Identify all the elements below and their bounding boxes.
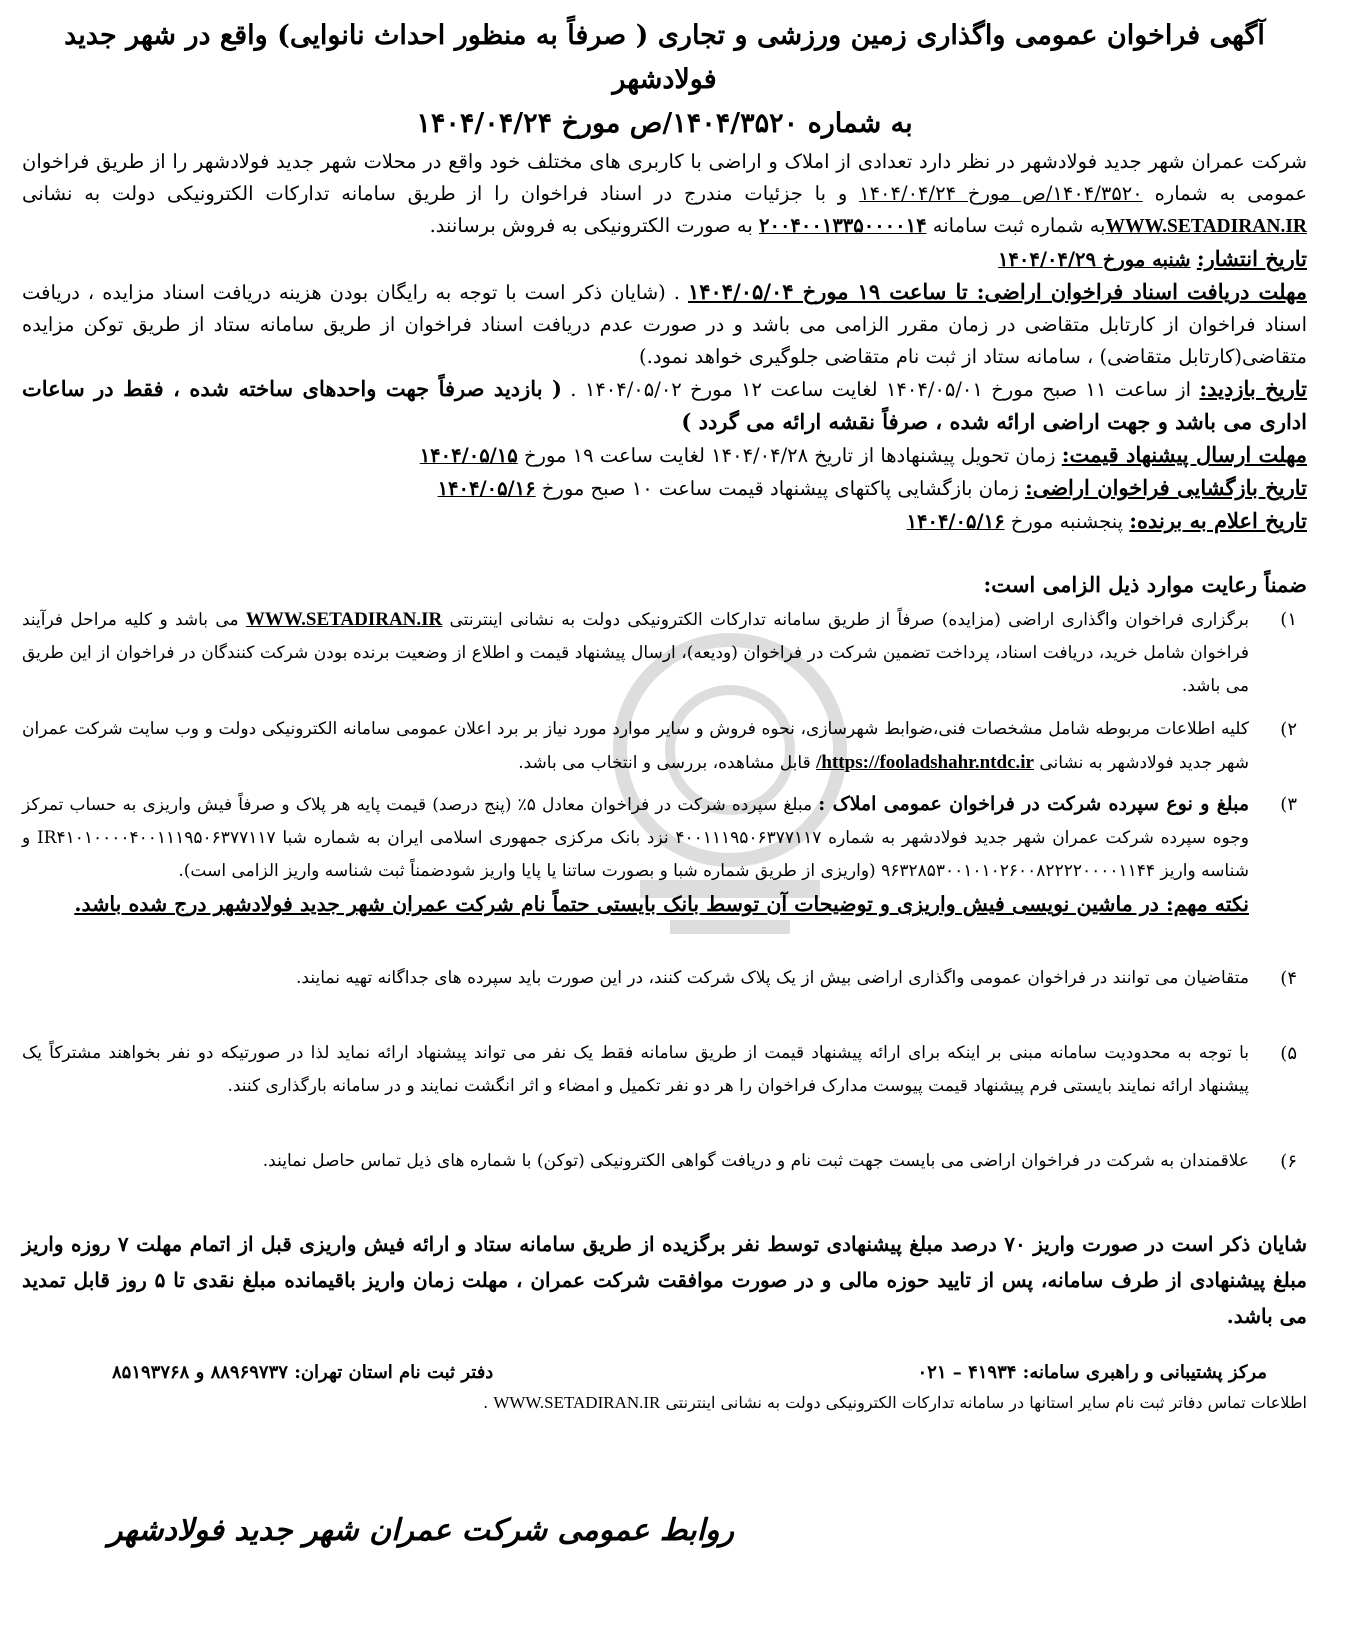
intro-paragraph [22, 146, 1307, 243]
winner-date [22, 505, 1307, 538]
item-number: ۴) [1280, 968, 1297, 989]
fooladshahr-link[interactable]: https://fooladshahr.ntdc.ir/ [816, 752, 1034, 773]
receive-label: مهلت دریافت اسناد فراخوان اراضی: تا ساعت ۱۹ مورخ ۱۴۰۴/۰۵/۰۴ [687, 279, 1308, 304]
receive-deadline [22, 276, 1307, 373]
offer-deadline [22, 439, 1307, 472]
item-number: ۶) [1280, 1151, 1297, 1172]
intro-text-4: به صورت الکترونیکی به فروش برسانند. [429, 214, 759, 237]
item-text: برگزاری فراخوان واگذاری اراضی (مزایده) صرفاً از طریق سامانه تدارکات الکترونیکی دولت به نشانی اینترنتی [442, 610, 1249, 630]
intro-text-1: شرکت عمران شهر جدید فولادشهر در نظر دارد تعدادی از املاک و اراضی با کاربری های مختلف خود واقع در محلات شهر جدید فولادشهر را از طریق فراخوان عمومی به شماره [22, 150, 1307, 205]
final-note: شایان ذکر است در صورت واریز ۷۰ درصد مبلغ پیشنهادی توسط نفر برگزیده از طریق سامانه ستاد و ارائه فیش واریزی قبل از اتمام مهلت ۷ روزه واریز مبلغ پیشنهادی از طرف سامانه، پس از تایید حوزه مالی و در صورت موافقت شرکت عمران ، مهلت زمان واریز باقیمانده مبلغ نقدی تا ۵ روز قابل تمدید می باشد. [22, 1232, 1308, 1328]
item-text: می باشد و کلیه مراحل فرآیند فراخوان شامل خرید، دریافت اسناد، پرداخت تضمین شرکت در فراخوان (ودیعه)، ارسال پیشنهاد قیمت و اطلاع از وضعیت برنده بودن شرکت کنندگان در فراخوان از این طریق می باشد. [22, 610, 1249, 696]
intro-website-link[interactable]: WWW.SETADIRAN.IR [1105, 216, 1307, 237]
footer-setadiran-link[interactable]: WWW.SETADIRAN.IR [493, 1393, 661, 1412]
contact-row [22, 1362, 1307, 1383]
contact-footer-end: . [483, 1393, 494, 1412]
visit-label: تاریخ بازدید: [1199, 376, 1308, 401]
list-item [22, 603, 1307, 703]
offer-text: زمان تحویل پیشنهادها از تاریخ ۱۴۰۴/۰۴/۲۸ لغایت ساعت ۱۹ مورخ [517, 444, 1062, 467]
item-number: ۵) [1280, 1043, 1297, 1064]
requirements-list [22, 603, 1307, 888]
visit-text: از ساعت ۱۱ صبح مورخ ۱۴۰۴/۰۵/۰۱ لغایت ساعت ۱۲ مورخ ۱۴۰۴/۰۵/۰۲ . [561, 378, 1200, 401]
intro-ref-number: ۱۴۰۴/۳۵۲۰/ص مورخ ۱۴۰۴/۰۴/۲۴ [859, 182, 1143, 205]
publish-value: شنبه مورخ ۱۴۰۴/۰۴/۲۹ [997, 248, 1191, 271]
title-line-1: آگهی فراخوان عمومی واگذاری زمین ورزشی و تجاری ( صرفاً به منظور احداث نانوایی) واقع در شهر جدید فولادشهر [64, 20, 1265, 95]
item-text: با توجه به محدودیت سامانه مبنی بر اینکه برای ارائه پیشنهاد قیمت از طریق سامانه فقط یک نفر می تواند پیشنهاد ارائه نماید لذا در صورتیکه دو نفر بخواهند مشترکاً یک پیشنهاد ارائه نمایند بایستی فرم پیشنهاد قیمت پیوست مدارک فراخوان را هر دو نفر تکمیل و امضاء و اثر انگشت نمایند و در سامانه بارگذاری کنند. [22, 1043, 1249, 1096]
publish-date [22, 243, 1307, 276]
support-contact: مرکز پشتیبانی و راهبری سامانه: ۴۱۹۳۴ – ۰۲۱ [917, 1362, 1267, 1383]
intro-text-3: به شماره ثبت سامانه [926, 214, 1106, 237]
contact-footer-text: اطلاعات تماس دفاتر ثبت نام سایر استانها در سامانه تدارکات الکترونیکی دولت به نشانی اینترنتی [660, 1393, 1307, 1412]
setadiran-link[interactable]: WWW.SETADIRAN.IR [245, 609, 443, 630]
item-text: کلیه اطلاعات مربوطه شامل مشخصات فنی،ضوابط شهرسازی، نحوه فروش و سایر موارد مورد نیاز بر برد اعلان عمومی سامانه الکترونیکی دولت و وب سایت شرکت عمران شهر جدید فولادشهر به نشانی [22, 719, 1249, 773]
tehran-contact: دفتر ثبت نام استان تهران: ۸۸۹۶۹۷۳۷ و ۸۵۱۹۳۷۶۸ [112, 1362, 494, 1383]
receive-text: . (شایان ذکر است با توجه به رایگان بودن هزینه دریافت اسناد مزایده ، دریافت اسناد فراخوان از کارتابل متقاضی در زمان مقرر الزامی می باشد و در صورت عدم دریافت اسناد فراخوان از طریق سامانه ستاد از طریق توکن مزایده متقاضی(کارتابل متقاضی) ، سامانه ستاد از ثبت نام متقاضی جلوگیری خواهد نمود.) [22, 281, 1307, 368]
requirements-list-continued [22, 962, 1307, 1178]
signature: روابط عمومی شرکت عمران شهر جدید فولادشهر [108, 1513, 734, 1548]
opening-text: زمان بازگشایی پاکتهای پیشنهاد قیمت ساعت ۱۰ صبح مورخ [535, 477, 1025, 500]
list-item [22, 788, 1307, 888]
list-item [22, 1145, 1307, 1178]
item-text: قابل مشاهده، بررسی و انتخاب می باشد. [518, 753, 817, 773]
offer-label: مهلت ارسال پیشنهاد قیمت: [1061, 442, 1307, 467]
item-text: علاقمندان به شرکت در فراخوان اراضی می بایست جهت ثبت نام و دریافت گواهی الکترونیکی (توکن) با شماره های ذیل تماس حاصل نمایند. [262, 1151, 1249, 1171]
publish-label: تاریخ انتشار: [1196, 246, 1307, 271]
important-note: نکته مهم: در ماشین نویسی فیش واریزی و توضیحات آن توسط بانک بایستی حتماً نام شرکت عمران شهر جدید فولادشهر درج شده باشد. [74, 892, 1249, 916]
requirements-heading: ضمناً رعایت موارد ذیل الزامی است: [983, 572, 1307, 597]
title-line-2: به شماره ۱۴۰۴/۳۵۲۰/ص مورخ ۱۴۰۴/۰۴/۲۴ [416, 108, 913, 139]
visit-bold-note: ( بازدید صرفاً جهت واحدهای ساخته شده ، فقط در ساعات اداری می باشد و جهت اراضی ارائه شده ، صرفاً نقشه ارائه می گردد ) [22, 376, 1307, 434]
item-number: ۲) [1280, 719, 1297, 740]
offer-date: ۱۴۰۴/۰۵/۱۵ [419, 444, 518, 467]
opening-date [22, 472, 1307, 505]
winner-text: پنجشنبه مورخ [1004, 510, 1130, 533]
list-item [22, 1037, 1307, 1103]
item-number: ۳) [1280, 794, 1297, 815]
item-number: ۱) [1280, 609, 1297, 630]
intro-text-2: و با جزئیات مندرج در اسناد فراخوان را از طریق سامانه تدارکات الکترونیکی دولت به نشانی [22, 182, 860, 205]
item-text: متقاضیان می توانند در فراخوان عمومی واگذاری اراضی بیش از یک پلاک شرکت کنند، در این صورت باید سپرده های جداگانه تهیه نمایند. [296, 968, 1249, 988]
opening-label: تاریخ بازگشایی فراخوان اراضی: [1024, 475, 1307, 500]
intro-system-number: ۲۰۰۴۰۰۱۳۳۵۰۰۰۰۱۴ [759, 214, 927, 237]
opening-value: ۱۴۰۴/۰۵/۱۶ [437, 477, 536, 500]
visit-date [22, 373, 1307, 439]
winner-value: ۱۴۰۴/۰۵/۱۶ [906, 510, 1005, 533]
item-text: مبلغ سپرده شرکت در فراخوان معادل ۵٪ (پنج درصد) قیمت پایه هر پلاک و صرفاً فیش واریزی به حساب تمرکز وجوه سپرده شرکت عمران شهر جدید فولادشهر به شماره ۴۰۰۱۱۱۹۵۰۶۳۷۷۱۱۷ نزد بانک مرکزی جمهوری اسلامی ایران به شماره شبا IR۴۱۰۱۰۰۰۰۴۰۰۱۱۱۹۵۰۶۳۷۷۱۱۷ و شناسه واریز ۹۶۳۲۸۵۳۰۰۱۰۱۰۲۶۰۰۸۲۲۲۲۰۰۰۰۱۱۴۴ (واریزی از طریق شماره شبا و بصورت ساتنا یا پایا واریز شودضمناً ثبت شناسه واریز الزامی است). [22, 795, 1249, 881]
contact-footer [22, 1393, 1307, 1413]
winner-label: تاریخ اعلام به برنده: [1129, 508, 1307, 533]
item-bold-heading: مبلغ و نوع سپرده شرکت در فراخوان عمومی املاک : [818, 793, 1250, 815]
list-item [22, 962, 1307, 995]
list-item [22, 713, 1307, 780]
